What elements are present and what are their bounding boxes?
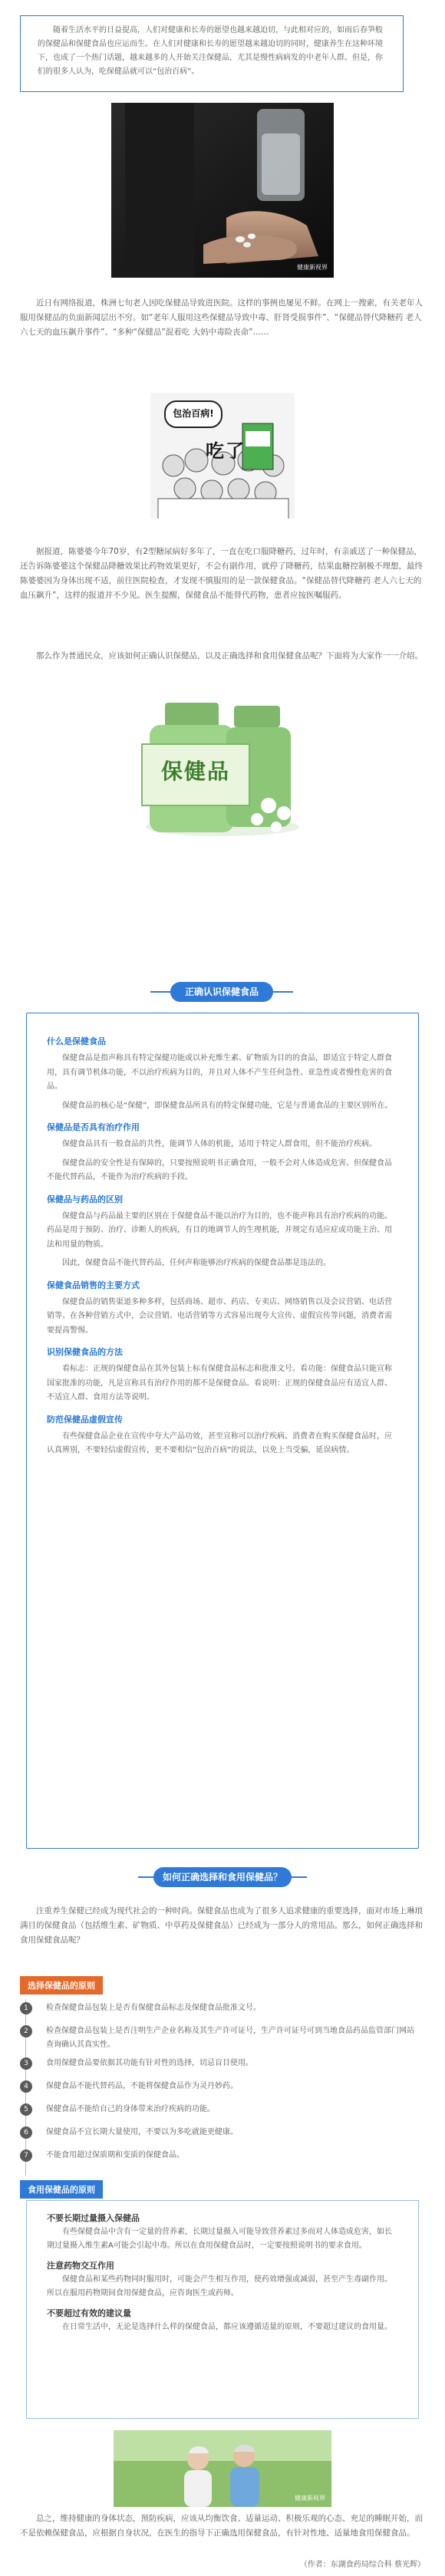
eat-box — [26, 2200, 419, 2419]
select-item-number: 7 — [20, 2149, 32, 2162]
select-item-text: 保健食品不能给自己的身体带来治疗疾病的功能。 — [46, 2105, 215, 2113]
select-item-number: 5 — [20, 2103, 32, 2116]
cartoon-bubble: 包治百病! — [164, 400, 222, 428]
eat-tag-label: 食用保健品的原则 — [20, 2180, 103, 2199]
watermark-text: 健康新视界 — [297, 264, 328, 271]
knowledge-paragraph: 保健食品的销售渠道多种多样，包括商场、超市、药店、专卖店、网络销售以及会议营销、电话营销等。在各种营销方式中，会议营销、电话营销等方式容易出现夸大宣传、虚假宣传等问题，消费者需要提高警惕。 — [47, 1297, 392, 1335]
supplement-bottle-illustration — [134, 690, 311, 841]
pills-illustration — [111, 103, 334, 278]
para3 — [20, 649, 425, 664]
eat-content — [47, 2205, 398, 2334]
select-item-number: 2 — [20, 2025, 32, 2037]
knowledge-paragraph: 有些保健食品企业在宣传中夸大产品功效，甚至宣称可以治疗疾病。消费者在购买保健食品时，应认真辨别，不要轻信虚假宣传，更不要相信“包治百病”的说法，以免上当受骗，延误病情。 — [47, 1431, 392, 1454]
select-item-text: 检查保健食品包装上是否有保健食品标志及保健食品批准文号。 — [46, 2004, 261, 2012]
select-item-text: 保健食品不能代替药品，不能将保健食品作为灵丹妙药。 — [46, 2082, 238, 2090]
eat-paragraph: 在日常生活中，无论是选择什么样的保健食品，都应该遵循适量的原则，不要超过建议的食用量。 — [62, 2323, 392, 2331]
para4-text: 注重养生保健已经成为现代社会的一种时尚。保健食品也成为了很多人追求健康的重要选择，面对市场上琳琅满目的保健食品（包括维生素、矿物质、中草药及保健食品）已经成为一部分人的常用品。那么，如何正确选择和食用保健食品呢？ — [20, 1906, 423, 1945]
knowledge-paragraph: 保健食品具有一般食品的共性，能调节人体的机能，适用于特定人群食用，但不能治疗疾病。 — [62, 1140, 377, 1148]
select-tag — [20, 1976, 103, 1995]
para1 — [20, 296, 425, 340]
para2-text: 据报道，陈婆婆今年70岁，有2型糖尿病好多年了，一直在吃口服降糖药，过年时，有亲戚送了一种保健品，还告诉陈婆婆这个保健品降糖效果比药物效果更好，不会有副作用，就停了降糖药，结果血糖控制极不理想，最终陈婆婆因为身体出现不适，前往医院检查，才发现不慎服用的是一款保健食品。“保健品替代降糖药 老人六七天的血压飙升”，这样的报道并不少见。医生提醒，保健食品不能替代药物，患者应按医嘱服药。 — [20, 547, 423, 600]
para5 — [20, 2512, 425, 2541]
cartoon-illustration — [150, 393, 295, 519]
bottle-label: 保健品 — [160, 759, 230, 784]
watermark-text-2: 健康新视界 — [295, 2495, 325, 2502]
pills-photo — [111, 103, 334, 278]
eat-heading: 不要长期过量摄入保健品 — [47, 2213, 140, 2223]
eat-paragraph: 有些保健食品中含有一定量的营养素，长期过量摄入可能导致营养素过多而对人体造成危害，如长期过量摄入维生素A可能会引起中毒。所以在食用保健食品时，一定要按照说明书的要求食用。 — [47, 2228, 392, 2250]
elderly-couple-photo — [114, 2430, 331, 2507]
author-line — [300, 2558, 425, 2569]
eat-heading: 注意药物交互作用 — [47, 2261, 114, 2271]
select-item-text: 不能食用超过保质期和变质的保健食品。 — [46, 2151, 184, 2159]
eat-heading: 不要超过有效的建议量 — [47, 2308, 131, 2318]
knowledge-heading: 什么是保健食品 — [47, 1036, 106, 1046]
knowledge-paragraph: 保健食品的安全性是有保障的，只要按照说明书正确食用，一般不会对人体造成危害。但保健食品不能代替药品，不能作为治疗疾病的手段。 — [47, 1158, 392, 1181]
section2-title: 如何正确选择和食用保健品？ — [153, 1867, 292, 1887]
knowledge-paragraph: 保健食品与药品最主要的区别在于保健食品不能以治疗为目的，也不能声称具有治疗疾病的功能。药品是用于预防、治疗、诊断人的疾病，有目的地调节人的生理机能，并规定有适应症或功能主治、用法和用量的物质。 — [47, 1211, 392, 1249]
para3-text: 那么作为普通民众，应该如何正确认识保健品，以及正确选择和食用保健食品呢？下面将为大家作一一介绍。 — [36, 651, 423, 660]
select-item-number: 6 — [20, 2126, 32, 2139]
knowledge-content — [47, 1027, 398, 1463]
select-tag-label: 选择保健品的原则 — [20, 1976, 103, 1995]
knowledge-heading: 保健品与药品的区别 — [47, 1194, 123, 1204]
cartoon-shout: 吃了 — [206, 440, 246, 462]
para2 — [20, 545, 425, 603]
section1-title: 正确认识保健食品 — [170, 982, 273, 1002]
para4 — [20, 1904, 425, 1948]
select-item-number: 4 — [20, 2080, 32, 2093]
knowledge-paragraph: 保健食品是指声称具有特定保健功能或以补充维生素、矿物质为目的的食品，即适宜于特定人群食用，具有调节机体功能，不以治疗疾病为目的，并且对人体不产生任何急性、亚急性或者慢性危害的食品。 — [47, 1054, 392, 1091]
para1-text: 近日有网络报道，株洲七旬老人因吃保健品导致进医院。这样的事例也屡见不鲜。在网上一搜索，有关老年人服用保健品的负面新闻层出不穷。如“老年人服用这些保健品导致中毒、肝肾受损事件”、“保健品替代降糖药 老人六七天的血压飙升事件”、“多种“保健品”混着吃 大妈中毒险丧命”…… — [20, 298, 423, 337]
eat-paragraph: 保健食品和某些药物同时服用时，可能会产生相互作用，使药效增强或减弱，甚至产生毒副作用。所以在服用药物期间食用保健食品，应咨询医生或药师。 — [47, 2275, 392, 2298]
knowledge-heading: 识别保健食品的方法 — [47, 1347, 123, 1357]
knowledge-heading: 保健食品销售的主要方式 — [47, 1280, 140, 1290]
knowledge-paragraph: 看标志：正规的保健食品在其外包装上标有保健食品标志和批准文号。看功能：保健食品只能宣称国家批准的功能，凡是宣称具有治疗作用的都不是保健食品。看说明：正规的保健食品应有适宜人群、不适宜人群、食用方法等说明。 — [47, 1365, 392, 1402]
author-text: （作者：东湖食药局综合科 蔡光辉） — [299, 2561, 425, 2569]
knowledge-paragraph: 保健食品的核心是“保健”，即保健食品所具有的特定保健功能，它是与普通食品的主要区别所在。 — [62, 1101, 393, 1110]
section2-header — [138, 1867, 307, 1887]
section1-header — [150, 982, 293, 1002]
intro-box — [20, 15, 404, 92]
select-item-number: 3 — [20, 2057, 32, 2070]
para5-text: 总之，维持健康的身体状态，预防疾病，应该从均衡饮食、适量运动、积极乐观的心态、充足的睡眠开始，而不是依赖保健食品，应根据自身状况，在医生的指导下正确选用保健食品，有针对性地、适量地食用保健食品。 — [20, 2514, 423, 2538]
knowledge-paragraph: 因此，保健食品不能代替药品，任何声称能够治疗疾病的保健食品都是违法的。 — [62, 1259, 331, 1267]
eat-tag — [20, 2180, 103, 2199]
knowledge-box — [26, 1013, 419, 1849]
select-item-text: 检查保健食品包装上是否注明生产企业名称及其生产许可证号，生产许可证号可到当地食品药品监管部门网站查询确认其真实性。 — [46, 2027, 414, 2049]
intro-text: 随着生活水平的日益提高，人们对健康和长寿的愿望也越来越迫切，与此相对应的，如雨后春笋般的保健品和保健食品也应运而生。在人们对健康和长寿的愿望越来越迫切的同时，健康养生在这种环境下，也成了一个热门话题，越来越多的人开始关注保健品，尤其是慢性病病发的中老年人群。但是，你们的很多人认为，吃保健品就可以“包治百病”。 — [38, 26, 383, 76]
select-item-text: 食用保健食品要依据其功能有针对性的选择，切忌盲目使用。 — [46, 2059, 253, 2067]
select-item-number: 1 — [20, 2002, 32, 2014]
knowledge-heading: 保健品是否具有治疗作用 — [47, 1122, 140, 1132]
knowledge-heading: 防范保健品虚假宣传 — [47, 1414, 123, 1425]
select-item-text: 保健食品不宜长期大量使用，不要以为多吃就能更健康。 — [46, 2128, 238, 2136]
